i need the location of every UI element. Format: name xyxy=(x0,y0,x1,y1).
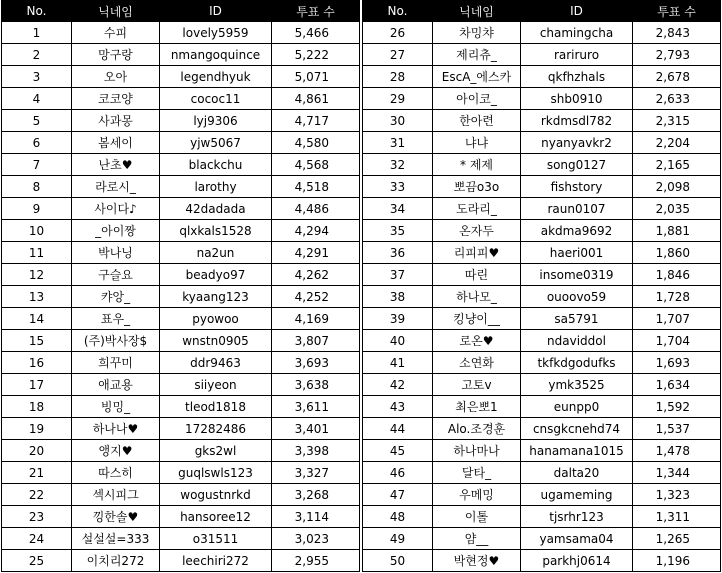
user-id-cell: guqlswls123 xyxy=(160,462,272,484)
user-id-cell: fishstory xyxy=(521,176,633,198)
rank-cell: 7 xyxy=(2,154,72,176)
nickname-cell: 사과몽 xyxy=(72,110,160,132)
rank-cell: 49 xyxy=(363,528,433,550)
user-id-cell: larothy xyxy=(160,176,272,198)
nickname-cell: 박현정♥ xyxy=(433,550,521,572)
rank-cell: 34 xyxy=(363,198,433,220)
rank-cell: 8 xyxy=(2,176,72,198)
votes-cell: 1,344 xyxy=(633,462,721,484)
nickname-cell: 리피피♥ xyxy=(433,242,521,264)
votes-cell: 1,693 xyxy=(633,352,721,374)
table-row xyxy=(2,242,360,264)
nickname-cell: 수피 xyxy=(72,22,160,44)
nickname-cell: 온자두 xyxy=(433,220,521,242)
nickname-cell: 설설설=333 xyxy=(72,528,160,550)
user-id-cell: insome0319 xyxy=(521,264,633,286)
votes-cell: 2,204 xyxy=(633,132,721,154)
votes-cell: 1,704 xyxy=(633,330,721,352)
votes-cell: 2,098 xyxy=(633,176,721,198)
rank-cell: 50 xyxy=(363,550,433,572)
rank-cell: 41 xyxy=(363,352,433,374)
nickname-cell: 표우_ xyxy=(72,308,160,330)
votes-cell: 3,023 xyxy=(272,528,360,550)
votes-cell: 4,568 xyxy=(272,154,360,176)
user-id-cell: leechiri272 xyxy=(160,550,272,572)
ranking-table-left xyxy=(1,0,360,572)
nickname-cell: 제리츄_ xyxy=(433,44,521,66)
header-no: No. xyxy=(363,1,433,22)
nickname-cell: 하나모_ xyxy=(433,286,521,308)
user-id-cell: rariruro xyxy=(521,44,633,66)
votes-cell: 2,955 xyxy=(272,550,360,572)
user-id-cell: siiyeon xyxy=(160,374,272,396)
nickname-cell: 따린 xyxy=(433,264,521,286)
user-id-cell: kyaang123 xyxy=(160,286,272,308)
user-id-cell: akdma9692 xyxy=(521,220,633,242)
votes-cell: 4,580 xyxy=(272,132,360,154)
votes-cell: 4,861 xyxy=(272,88,360,110)
nickname-cell: 망구랑 xyxy=(72,44,160,66)
votes-cell: 1,707 xyxy=(633,308,721,330)
nickname-cell: 한아련 xyxy=(433,110,521,132)
user-id-cell: tleod1818 xyxy=(160,396,272,418)
table-row xyxy=(363,132,721,154)
votes-cell: 3,638 xyxy=(272,374,360,396)
rank-cell: 29 xyxy=(363,88,433,110)
votes-cell: 2,678 xyxy=(633,66,721,88)
header-votes: 투표 수 xyxy=(633,1,721,22)
rank-cell: 10 xyxy=(2,220,72,242)
rank-cell: 42 xyxy=(363,374,433,396)
rank-cell: 18 xyxy=(2,396,72,418)
user-id-cell: chamingcha xyxy=(521,22,633,44)
votes-cell: 1,196 xyxy=(633,550,721,572)
votes-cell: 2,035 xyxy=(633,198,721,220)
nickname-cell: 박나닝 xyxy=(72,242,160,264)
table-row xyxy=(2,352,360,374)
table-row xyxy=(2,220,360,242)
rank-cell: 28 xyxy=(363,66,433,88)
user-id-cell: eunpp0 xyxy=(521,396,633,418)
table-body-left xyxy=(2,22,360,572)
header-votes: 투표 수 xyxy=(272,1,360,22)
nickname-cell: 애교용 xyxy=(72,374,160,396)
rank-cell: 3 xyxy=(2,66,72,88)
nickname-cell: 차밍챠 xyxy=(433,22,521,44)
user-id-cell: parkhj0614 xyxy=(521,550,633,572)
table-row xyxy=(2,44,360,66)
nickname-cell: 소연화 xyxy=(433,352,521,374)
rank-cell: 4 xyxy=(2,88,72,110)
user-id-cell: cococ11 xyxy=(160,88,272,110)
votes-cell: 3,398 xyxy=(272,440,360,462)
table-row xyxy=(2,396,360,418)
user-id-cell: qlxkals1528 xyxy=(160,220,272,242)
user-id-cell: haeri001 xyxy=(521,242,633,264)
rank-cell: 38 xyxy=(363,286,433,308)
rank-cell: 17 xyxy=(2,374,72,396)
user-id-cell: tkfkdgodufks xyxy=(521,352,633,374)
nickname-cell: 섹시피그 xyxy=(72,484,160,506)
rank-cell: 35 xyxy=(363,220,433,242)
table-row xyxy=(2,440,360,462)
nickname-cell: 도라리_ xyxy=(433,198,521,220)
table-row xyxy=(2,374,360,396)
table-row xyxy=(2,198,360,220)
user-id-cell: 17282486 xyxy=(160,418,272,440)
user-id-cell: rkdmsdl782 xyxy=(521,110,633,132)
user-id-cell: o31511 xyxy=(160,528,272,550)
header-id: ID xyxy=(521,1,633,22)
user-id-cell: na2un xyxy=(160,242,272,264)
user-id-cell: ndaviddol xyxy=(521,330,633,352)
user-id-cell: 42dadada xyxy=(160,198,272,220)
rank-cell: 6 xyxy=(2,132,72,154)
nickname-cell: 이치리272 xyxy=(72,550,160,572)
table-row xyxy=(363,22,721,44)
rank-cell: 46 xyxy=(363,462,433,484)
votes-cell: 1,478 xyxy=(633,440,721,462)
rank-cell: 31 xyxy=(363,132,433,154)
votes-cell: 3,327 xyxy=(272,462,360,484)
table-row xyxy=(363,528,721,550)
table-row xyxy=(2,506,360,528)
nickname-cell: 이톨 xyxy=(433,506,521,528)
rank-cell: 27 xyxy=(363,44,433,66)
table-row xyxy=(2,66,360,88)
table-row xyxy=(363,462,721,484)
nickname-cell: 하나마나 xyxy=(433,440,521,462)
table-row xyxy=(2,264,360,286)
rank-cell: 5 xyxy=(2,110,72,132)
votes-cell: 2,793 xyxy=(633,44,721,66)
votes-cell: 4,486 xyxy=(272,198,360,220)
table-body-right xyxy=(363,22,721,572)
user-id-cell: yamsama04 xyxy=(521,528,633,550)
table-row xyxy=(2,528,360,550)
table-row xyxy=(363,264,721,286)
rank-cell: 25 xyxy=(2,550,72,572)
nickname-cell: 낑한솔♥ xyxy=(72,506,160,528)
votes-cell: 5,071 xyxy=(272,66,360,88)
nickname-cell: EscA_에스카 xyxy=(433,66,521,88)
votes-cell: 2,843 xyxy=(633,22,721,44)
votes-cell: 5,466 xyxy=(272,22,360,44)
nickname-cell: 라로시_ xyxy=(72,176,160,198)
rank-cell: 12 xyxy=(2,264,72,286)
rank-cell: 15 xyxy=(2,330,72,352)
user-id-cell: hansoree12 xyxy=(160,506,272,528)
table-row xyxy=(2,176,360,198)
nickname-cell: 얌__ xyxy=(433,528,521,550)
table-row xyxy=(363,154,721,176)
rank-cell: 48 xyxy=(363,506,433,528)
nickname-cell: 앵지♥ xyxy=(72,440,160,462)
nickname-cell: 냐냐 xyxy=(433,132,521,154)
header-no: No. xyxy=(2,1,72,22)
rank-cell: 14 xyxy=(2,308,72,330)
header-row xyxy=(2,1,360,22)
nickname-cell: 아이코_ xyxy=(433,88,521,110)
votes-cell: 1,728 xyxy=(633,286,721,308)
user-id-cell: cnsgkcnehd74 xyxy=(521,418,633,440)
rank-cell: 43 xyxy=(363,396,433,418)
table-row xyxy=(363,220,721,242)
nickname-cell: 로온♥ xyxy=(433,330,521,352)
user-id-cell: nmangoquince xyxy=(160,44,272,66)
votes-cell: 3,268 xyxy=(272,484,360,506)
table-row xyxy=(363,440,721,462)
rank-cell: 30 xyxy=(363,110,433,132)
user-id-cell: ugameming xyxy=(521,484,633,506)
table-row xyxy=(2,418,360,440)
nickname-cell: 빙밍_ xyxy=(72,396,160,418)
votes-cell: 5,222 xyxy=(272,44,360,66)
table-row xyxy=(363,242,721,264)
votes-cell: 3,401 xyxy=(272,418,360,440)
table-row xyxy=(363,418,721,440)
nickname-cell: 캬앙_ xyxy=(72,286,160,308)
user-id-cell: beadyo97 xyxy=(160,264,272,286)
table-row xyxy=(363,176,721,198)
rank-cell: 44 xyxy=(363,418,433,440)
table-row xyxy=(363,352,721,374)
rank-cell: 47 xyxy=(363,484,433,506)
votes-cell: 1,537 xyxy=(633,418,721,440)
votes-cell: 3,693 xyxy=(272,352,360,374)
rank-cell: 13 xyxy=(2,286,72,308)
user-id-cell: raun0107 xyxy=(521,198,633,220)
user-id-cell: pyowoo xyxy=(160,308,272,330)
user-id-cell: shb0910 xyxy=(521,88,633,110)
user-id-cell: ddr9463 xyxy=(160,352,272,374)
header-id: ID xyxy=(160,1,272,22)
nickname-cell: 킹냥이__ xyxy=(433,308,521,330)
table-row xyxy=(363,484,721,506)
table-row xyxy=(2,154,360,176)
rank-cell: 40 xyxy=(363,330,433,352)
votes-cell: 1,592 xyxy=(633,396,721,418)
votes-cell: 2,165 xyxy=(633,154,721,176)
nickname-cell: 사이다♪ xyxy=(72,198,160,220)
header-row xyxy=(363,1,721,22)
user-id-cell: song0127 xyxy=(521,154,633,176)
rank-cell: 11 xyxy=(2,242,72,264)
nickname-cell: 구슬요 xyxy=(72,264,160,286)
table-row xyxy=(363,506,721,528)
table-row xyxy=(2,88,360,110)
votes-cell: 1,323 xyxy=(633,484,721,506)
rank-cell: 32 xyxy=(363,154,433,176)
table-row xyxy=(363,44,721,66)
votes-cell: 1,634 xyxy=(633,374,721,396)
rank-cell: 33 xyxy=(363,176,433,198)
nickname-cell: 따스히 xyxy=(72,462,160,484)
votes-cell: 4,169 xyxy=(272,308,360,330)
user-id-cell: sa5791 xyxy=(521,308,633,330)
rank-cell: 22 xyxy=(2,484,72,506)
table-row xyxy=(363,66,721,88)
table-row xyxy=(2,484,360,506)
votes-cell: 2,315 xyxy=(633,110,721,132)
nickname-cell: 우메밍 xyxy=(433,484,521,506)
table-row xyxy=(2,110,360,132)
nickname-cell: 코코양 xyxy=(72,88,160,110)
nickname-cell: 봄세이 xyxy=(72,132,160,154)
rank-cell: 36 xyxy=(363,242,433,264)
table-row xyxy=(2,308,360,330)
rank-cell: 1 xyxy=(2,22,72,44)
user-id-cell: lyj9306 xyxy=(160,110,272,132)
rank-cell: 2 xyxy=(2,44,72,66)
table-row xyxy=(2,22,360,44)
user-id-cell: wnstn0905 xyxy=(160,330,272,352)
votes-cell: 4,291 xyxy=(272,242,360,264)
user-id-cell: tjsrhr123 xyxy=(521,506,633,528)
table-row xyxy=(2,132,360,154)
table-row xyxy=(363,198,721,220)
nickname-cell: 희꾸미 xyxy=(72,352,160,374)
nickname-cell: 최은뽀1 xyxy=(433,396,521,418)
header-nickname: 닉네임 xyxy=(72,1,160,22)
nickname-cell: 달타_ xyxy=(433,462,521,484)
table-row xyxy=(2,330,360,352)
rank-cell: 39 xyxy=(363,308,433,330)
rank-cell: 24 xyxy=(2,528,72,550)
user-id-cell: wogustnrkd xyxy=(160,484,272,506)
votes-cell: 1,265 xyxy=(633,528,721,550)
user-id-cell: ymk3525 xyxy=(521,374,633,396)
nickname-cell: 하나나♥ xyxy=(72,418,160,440)
table-row xyxy=(363,374,721,396)
rank-cell: 9 xyxy=(2,198,72,220)
rank-cell: 37 xyxy=(363,264,433,286)
rank-cell: 20 xyxy=(2,440,72,462)
nickname-cell: 오아 xyxy=(72,66,160,88)
votes-cell: 4,717 xyxy=(272,110,360,132)
user-id-cell: hanamana1015 xyxy=(521,440,633,462)
votes-cell: 3,611 xyxy=(272,396,360,418)
table-row xyxy=(363,286,721,308)
votes-cell: 4,294 xyxy=(272,220,360,242)
user-id-cell: lovely5959 xyxy=(160,22,272,44)
votes-cell: 4,252 xyxy=(272,286,360,308)
table-row xyxy=(2,286,360,308)
user-id-cell: qkfhzhals xyxy=(521,66,633,88)
votes-cell: 3,807 xyxy=(272,330,360,352)
user-id-cell: gks2wl xyxy=(160,440,272,462)
table-row xyxy=(363,88,721,110)
user-id-cell: nyanyavkr2 xyxy=(521,132,633,154)
votes-cell: 1,311 xyxy=(633,506,721,528)
table-row xyxy=(363,308,721,330)
user-id-cell: ouoovo59 xyxy=(521,286,633,308)
nickname-cell: (주)박사장$ xyxy=(72,330,160,352)
table-row xyxy=(363,396,721,418)
votes-cell: 1,860 xyxy=(633,242,721,264)
votes-cell: 1,846 xyxy=(633,264,721,286)
table-row xyxy=(2,550,360,572)
votes-cell: 4,262 xyxy=(272,264,360,286)
votes-cell: 3,114 xyxy=(272,506,360,528)
rank-cell: 45 xyxy=(363,440,433,462)
nickname-cell: 뽀끔o3o xyxy=(433,176,521,198)
table-row xyxy=(363,110,721,132)
votes-cell: 2,633 xyxy=(633,88,721,110)
user-id-cell: dalta20 xyxy=(521,462,633,484)
header-nickname: 닉네임 xyxy=(433,1,521,22)
rank-cell: 21 xyxy=(2,462,72,484)
rank-cell: 23 xyxy=(2,506,72,528)
rank-cell: 26 xyxy=(363,22,433,44)
table-row xyxy=(363,550,721,572)
rank-cell: 19 xyxy=(2,418,72,440)
user-id-cell: yjw5067 xyxy=(160,132,272,154)
user-id-cell: blackchu xyxy=(160,154,272,176)
nickname-cell: Alo.조경훈 xyxy=(433,418,521,440)
ranking-table-right xyxy=(362,0,721,572)
table-row xyxy=(2,462,360,484)
nickname-cell: 고토v xyxy=(433,374,521,396)
votes-cell: 1,881 xyxy=(633,220,721,242)
nickname-cell: _아이짱 xyxy=(72,220,160,242)
table-row xyxy=(363,330,721,352)
rank-cell: 16 xyxy=(2,352,72,374)
user-id-cell: legendhyuk xyxy=(160,66,272,88)
nickname-cell: 난초♥ xyxy=(72,154,160,176)
votes-cell: 4,518 xyxy=(272,176,360,198)
nickname-cell: * 제제 xyxy=(433,154,521,176)
